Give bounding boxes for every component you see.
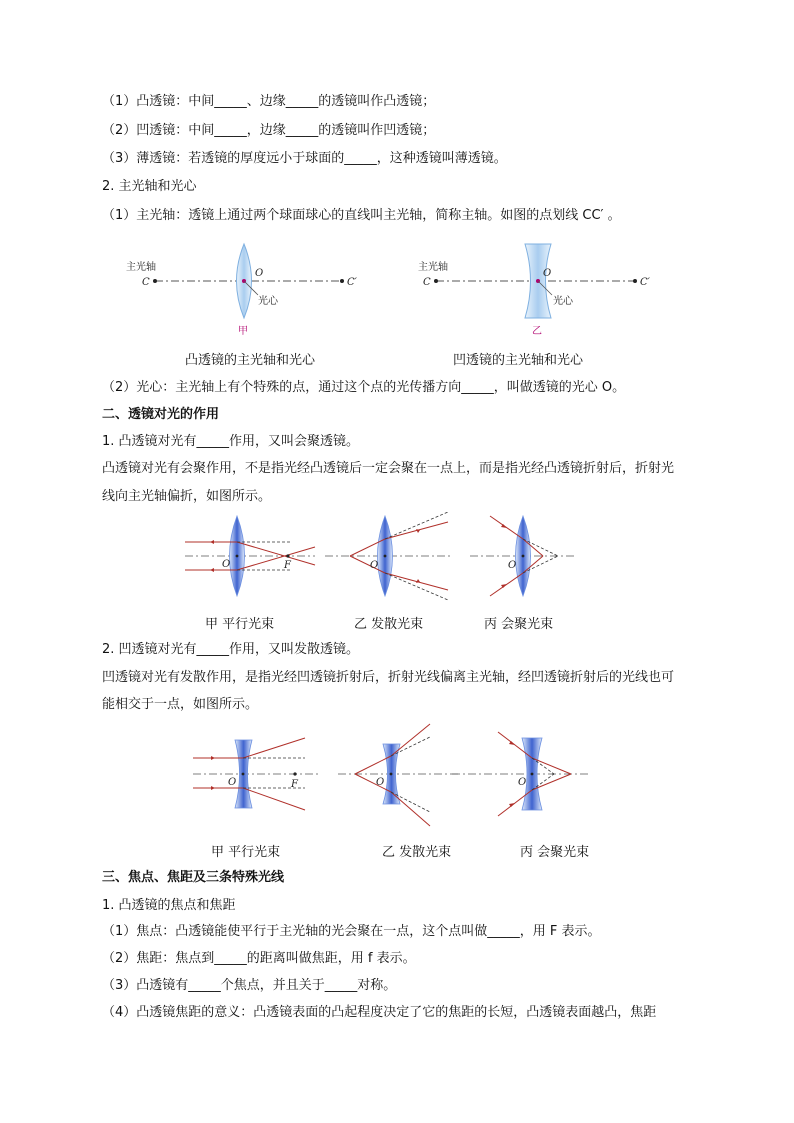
heading-principal-axis: 2. 主光轴和光心 bbox=[102, 179, 197, 194]
svg-text:O: O bbox=[222, 559, 231, 570]
concave-lens-rays-figure bbox=[190, 722, 600, 828]
caption-concave-diverging: 乙 发散光束 bbox=[382, 845, 452, 860]
svg-text:光心: 光心 bbox=[553, 296, 573, 307]
svg-text:主光轴: 主光轴 bbox=[418, 262, 448, 273]
convex-definition: （1）凸透镜：中间_____、边缘_____的透镜叫作凸透镜； bbox=[102, 94, 436, 109]
svg-text:O: O bbox=[508, 560, 517, 571]
caption-convex-parallel: 甲 平行光束 bbox=[205, 617, 275, 632]
caption-convex-axis: 凸透镜的主光轴和光心 bbox=[185, 353, 316, 368]
focus-count: （3）凸透镜有_____个焦点，并且关于_____对称。 bbox=[102, 978, 397, 993]
svg-text:O: O bbox=[543, 268, 552, 279]
center-label: 光心 bbox=[258, 296, 278, 307]
section-title-lens-effect: 二、透镜对光的作用 bbox=[102, 407, 220, 422]
principal-axis-figure bbox=[120, 240, 680, 336]
svg-text:F: F bbox=[284, 560, 291, 571]
focal-length-meaning: （4）凸透镜焦距的意义：凸透镜表面的凸起程度决定了它的焦距的长短，凸透镜表面越凸，焦距 bbox=[102, 1005, 657, 1020]
focus-heading: 1. 凸透镜的焦点和焦距 bbox=[102, 898, 236, 913]
svg-text:F: F bbox=[291, 779, 298, 790]
svg-text:C′: C′ bbox=[640, 277, 650, 288]
svg-text:C: C bbox=[423, 277, 431, 288]
concave-definition: （2）凹透镜：中间_____，边缘_____的透镜叫作凹透镜； bbox=[102, 123, 436, 138]
caption-convex-converging: 丙 会聚光束 bbox=[484, 617, 554, 632]
caption-concave-parallel: 甲 平行光束 bbox=[211, 845, 281, 860]
c-label: C bbox=[142, 277, 150, 288]
concave-explain-line1: 凹透镜对光有发散作用，是指光经凹透镜折射后，折射光线偏离主光轴，经凹透镜折射后的光线也可 bbox=[102, 670, 675, 685]
o-label: O bbox=[255, 268, 264, 279]
caption-concave-converging: 丙 会聚光束 bbox=[520, 845, 590, 860]
svg-text:O: O bbox=[228, 777, 237, 788]
caption-convex-diverging: 乙 发散光束 bbox=[354, 617, 424, 632]
convex-explain-line1: 凸透镜对光有会聚作用，不是指光经凸透镜后一定会聚在一点上，而是指光经凸透镜折射后，折射光 bbox=[102, 461, 675, 476]
optical-center-definition: （2）光心：主光轴上有个特殊的点，通过这个点的光传播方向_____，叫做透镜的光心 O。 bbox=[102, 380, 626, 395]
tag-jia: 甲 bbox=[238, 326, 248, 336]
thin-lens-definition: （3）薄透镜：若透镜的厚度远小于球面的_____，这种透镜叫薄透镜。 bbox=[102, 151, 507, 166]
tag-yi: 乙 bbox=[532, 326, 542, 336]
focal-length-definition: （2）焦距：焦点到_____的距离叫做焦距，用 f 表示。 bbox=[102, 951, 416, 966]
concave-explain-line2: 能相交于一点，如图所示。 bbox=[102, 697, 259, 712]
svg-text:O: O bbox=[376, 777, 385, 788]
caption-concave-axis: 凹透镜的主光轴和光心 bbox=[453, 353, 584, 368]
section-title-focus: 三、焦点、焦距及三条特殊光线 bbox=[102, 870, 285, 885]
concave-diverge-heading: 2. 凹透镜对光有_____作用，又叫发散透镜。 bbox=[102, 642, 360, 657]
focus-definition: （1）焦点：凸透镜能使平行于主光轴的光会聚在一点，这个点叫做_____，用 F 表示。 bbox=[102, 924, 601, 939]
convex-converge-heading: 1. 凸透镜对光有_____作用，又叫会聚透镜。 bbox=[102, 434, 360, 449]
c2-label: C′ bbox=[347, 277, 357, 288]
principal-axis-definition: （1）主光轴：透镜上通过两个球面球心的直线叫主光轴，简称主轴。如图的点划线 CC′ 。 bbox=[102, 208, 621, 223]
axis-label: 主光轴 bbox=[126, 262, 156, 273]
svg-text:O: O bbox=[518, 777, 527, 788]
svg-text:O: O bbox=[370, 560, 379, 571]
convex-explain-line2: 线向主光轴偏折，如图所示。 bbox=[102, 489, 272, 504]
convex-lens-rays-figure bbox=[180, 512, 590, 606]
